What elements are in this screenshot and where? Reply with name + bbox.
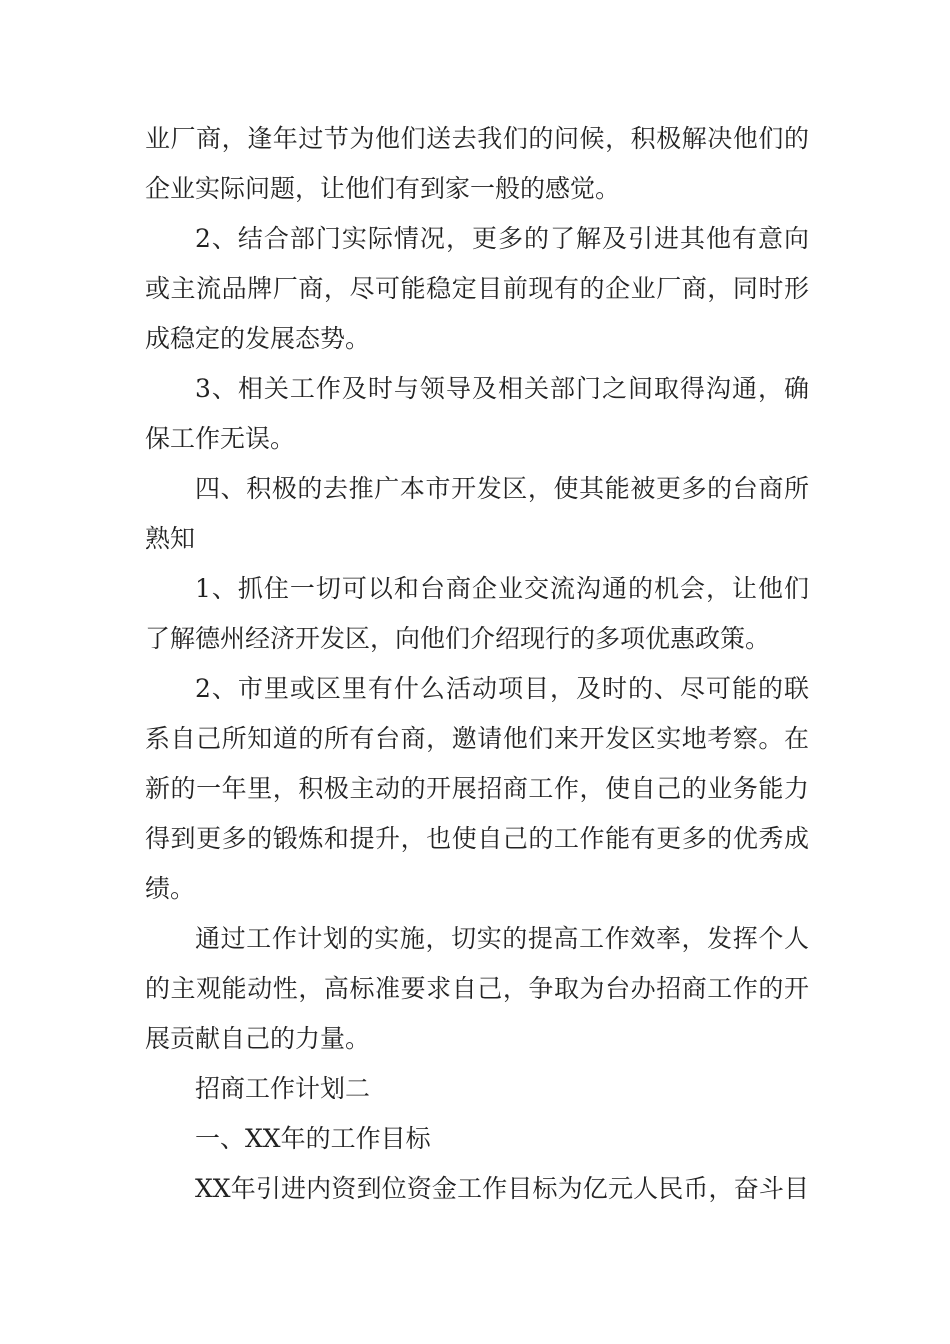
text-line: 或主流品牌厂商，尽可能稳定目前现有的企业厂商，同时形 (145, 274, 809, 303)
text-line: 企业实际问题，让他们有到家一般的感觉。 (145, 174, 621, 203)
text-line: 的主观能动性，高标准要求自己，争取为台办招商工作的开 (145, 974, 809, 1003)
text-line: 2、结合部门实际情况，更多的了解及引进其他有意向 (195, 224, 809, 253)
section-heading: 熟知 (145, 524, 196, 553)
text-line: 绩。 (145, 874, 196, 903)
text-line: 了解德州经济开发区，向他们介绍现行的多项优惠政策。 (145, 624, 771, 653)
text-line: 保工作无误。 (145, 424, 296, 453)
text-line: 3、相关工作及时与领导及相关部门之间取得沟通，确 (195, 374, 809, 403)
text-line: 业厂商，逢年过节为他们送去我们的问候，积极解决他们的 (145, 124, 809, 153)
text-line: 新的一年里，积极主动的开展招商工作，使自己的业务能力 (145, 774, 809, 803)
document-body (145, 114, 809, 1214)
text-line: 通过工作计划的实施，切实的提高工作效率，发挥个人 (195, 924, 809, 953)
text-line: 成稳定的发展态势。 (145, 324, 371, 353)
text-line: 系自己所知道的所有台商，邀请他们来开发区实地考察。在 (145, 724, 809, 753)
text-line: 展贡献自己的力量。 (145, 1024, 371, 1053)
text-line: 1、抓住一切可以和台商企业交流沟通的机会，让他们 (195, 574, 809, 603)
text-line: 2、市里或区里有什么活动项目，及时的、尽可能的联 (195, 674, 809, 703)
text-line: XX年引进内资到位资金工作目标为亿元人民币，奋斗目 (195, 1174, 809, 1203)
section-heading: 一、XX年的工作目标 (195, 1124, 431, 1153)
document-title: 招商工作计划二 (195, 1074, 371, 1103)
section-heading: 四、积极的去推广本市开发区，使其能被更多的台商所 (195, 474, 809, 503)
text-line: 得到更多的锻炼和提升，也使自己的工作能有更多的优秀成 (145, 824, 809, 853)
